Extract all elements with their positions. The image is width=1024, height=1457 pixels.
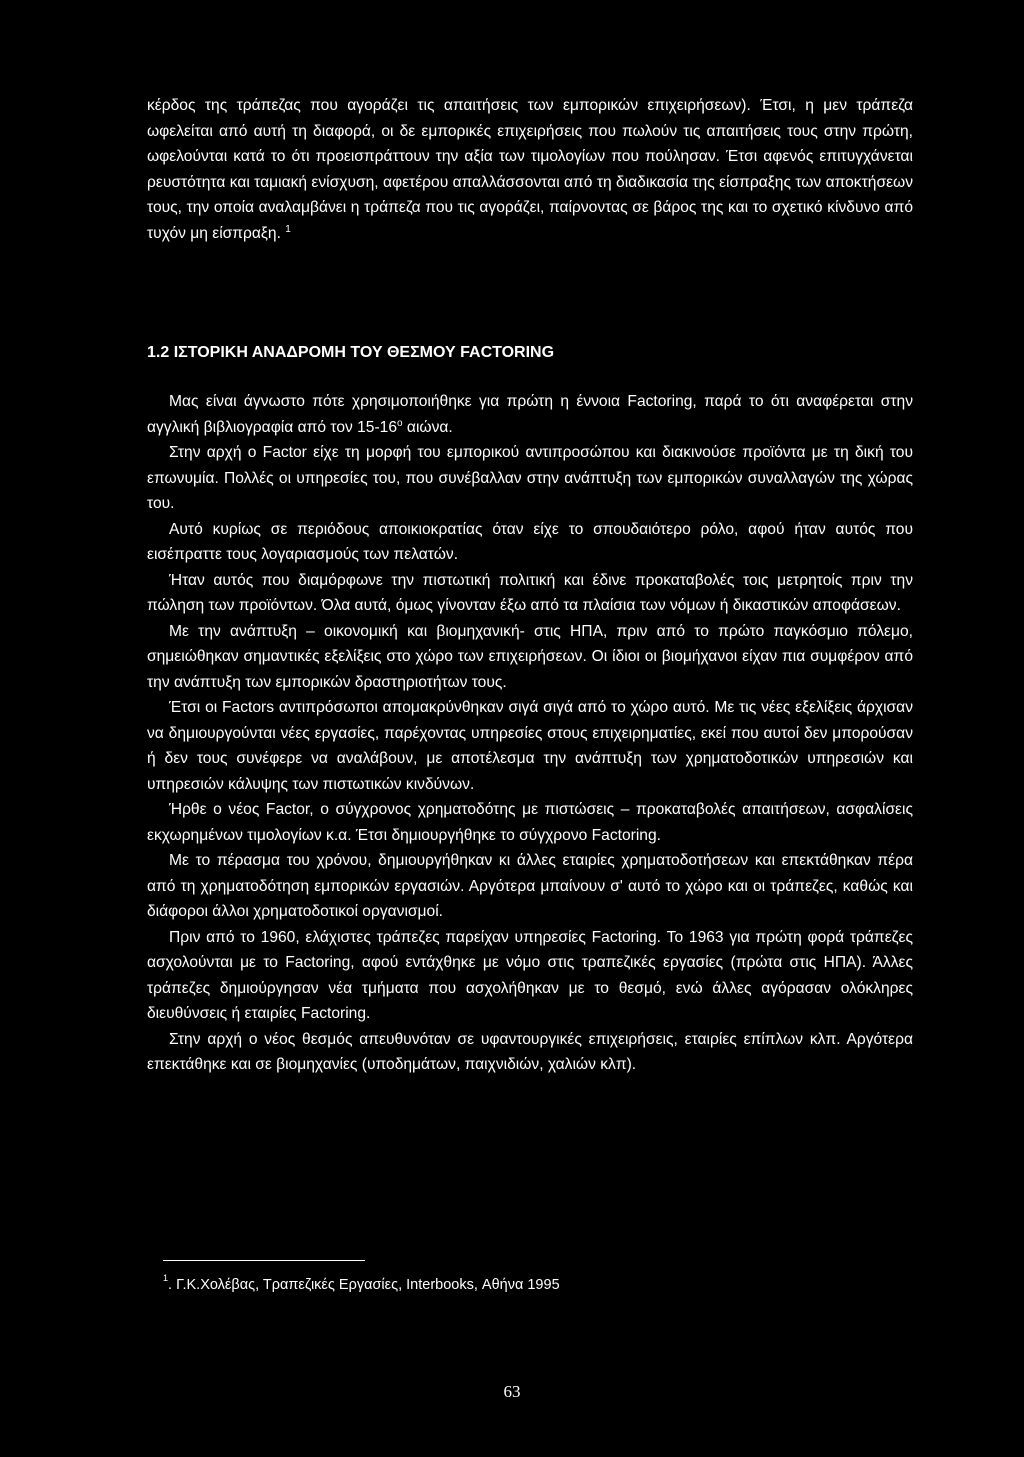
section-paragraph-1 [147, 389, 913, 440]
ordinal-superscript: ο [397, 417, 403, 429]
paragraph-1-tail: αιώνα. [402, 418, 453, 436]
section-paragraph-8: Με το πέρασμα του χρόνου, δημιουργήθηκαν κι άλλες εταιρίες χρηματοδοτήσεων και επεκτάθηκαν πέρα από τη χρηματοδότηση εμπορικών εργασιών. Αργότερα μπαίνουν σ' αυτό το χώρο και οι τράπεζες, καθώς και διάφοροι άλλοι χρηματοδοτικοί οργανισμοί. [147, 852, 913, 920]
paragraph-1-text: Μας είναι άγνωστο πότε χρησιμοποιήθηκε για πρώτη η έννοια Factoring, παρά το ότι αναφέρεται στην αγγλική βιβλιογραφία από τον 15-16 [147, 393, 913, 436]
footnote-text: . Γ.Κ.Χολέβας, Τραπεζικές Εργασίες, Interbooks, Αθήνα 1995 [168, 1277, 560, 1293]
section-paragraph-6: Έτσι οι Factors αντιπρόσωποι απομακρύνθηκαν σιγά σιγά από το χώρο αυτό. Με τις νέες εξελίξεις άρχισαν να δημιουργούνται νέες εργασίες, παρέχοντας υπηρεσίες στους επιχειρηματίες, εκεί που αυτοί δεν μπορούσαν ή δεν τους συνέφερε να αναλάβουν, με αποτέλεσμα την ανάπτυξη των χρηματοδοτικών υπηρεσιών και υπηρεσιών κάλυψης των πιστωτικών κινδύνων. [147, 699, 913, 793]
section-paragraph-3: Αυτό κυρίως σε περιόδους αποικιοκρατίας όταν είχε το σπουδαιότερο ρόλο, αφού ήταν αυτός που εισέπραττε τους λογαριασμούς των πελατών. [147, 520, 913, 563]
section-paragraph-9: Πριν από το 1960, ελάχιστες τράπεζες παρείχαν υπηρεσίες Factoring. Το 1963 για πρώτη φορά τράπεζες ασχολούνται με το Factoring, αφού εντάχθηκε με νόμο στις τραπεζικές εργασίες (πρώτα στις ΗΠΑ). Άλλες τράπεζες δημιούργησαν νέα τμήματα που ασχολήθηκαν με το θεσμό, ενώ άλλες αγόρασαν ολόκληρες διευθύνσεις ή εταιρίες Factoring. [147, 928, 913, 1022]
section-paragraph-2: Στην αρχή ο Factor είχε τη μορφή του εμπορικού αντιπροσώπου και διακινούσε προϊόντα με τη δική του επωνυμία. Πολλές οι υπηρεσίες του, που συνέβαλλαν στην ανάπτυξη των εμπορικών συναλλαγών της χώρας του. [147, 444, 913, 512]
intro-block [147, 93, 913, 246]
section-body [147, 389, 913, 1078]
section-paragraph-7: Ήρθε ο νέος Factor, ο σύγχρονος χρηματοδότης με πιστώσεις – προκαταβολές απαιτήσεων, ασφαλίσεις εκχωρημένων τιμολογίων κ.α. Έτσι δημιουργήθηκε το σύγχρονο Factoring. [147, 801, 913, 844]
intro-text: κέρδος της τράπεζας που αγοράζει τις απαιτήσεις των εμπορικών επιχειρήσεων). Έτσι, η μεν τράπεζα ωφελείται από αυτή τη διαφορά, οι δε εμπορικές επιχειρήσεις που πωλούν τις απαιτήσεις τους στην πρώτη, ωφελούνται κατά το ότι προεισπράττουν την αξία των τιμολογίων που πούλησαν. Έτσι αφενός επιτυγχάνεται ρευστότητα και ταμιακή ενίσχυση, αφετέρου απαλλάσσονται από τη διαδικασία της είσπραξης των αποκτήσεων τους, την οποία αναλαμβάνει η τράπεζα που τις αγοράζει, παίρνοντας σε βάρος της και το σχετικό κίνδυνο από τυχόν μη είσπραξη. [147, 97, 913, 242]
footnote-separator [163, 1260, 365, 1261]
footnote-mark: 1 [163, 1273, 169, 1283]
section-paragraph-5: Με την ανάπτυξη – οικονομική και βιομηχανική- στις ΗΠΑ, πριν από το πρώτο παγκόσμιο πόλεμο, σημειώθηκαν σημαντικές εξελίξεις στο χώρο των επιχειρήσεων. Οι ίδιοι οι βιομήχανοι είχαν πια συμφέρον από την ανάπτυξη των εμπορικών δραστηριοτήτων τους. [147, 622, 913, 691]
section-paragraph-10: Στην αρχή ο νέος θεσμός απευθυνόταν σε υφαντουργικές επιχειρήσεις, εταιρίες επίπλων κλπ. Αργότερα επεκτάθηκε και σε βιομηχανίες (υποδημάτων, παιχνιδιών, χαλιών κλπ). [147, 1030, 913, 1073]
footnote-reference: 1 [285, 223, 291, 235]
section-paragraph-4: Ήταν αυτός που διαμόρφωνε την πιστωτική πολιτική και έδινε προκαταβολές τοις μετρητοίς πριν την πώληση των προϊόντων. Όλα αυτά, όμως γίνονταν έξω από τα πλαίσια των νόμων ή δικαστικών αποφάσεων. [147, 571, 913, 614]
footnote [163, 1275, 560, 1296]
intro-paragraph [147, 93, 913, 246]
section-heading: 1.2 ΙΣΤΟΡΙΚΗ ΑΝΑΔΡΟΜΗ ΤΟΥ ΘΕΣΜΟΥ FACTORING [147, 344, 555, 361]
page-number: 63 [503, 1382, 521, 1401]
